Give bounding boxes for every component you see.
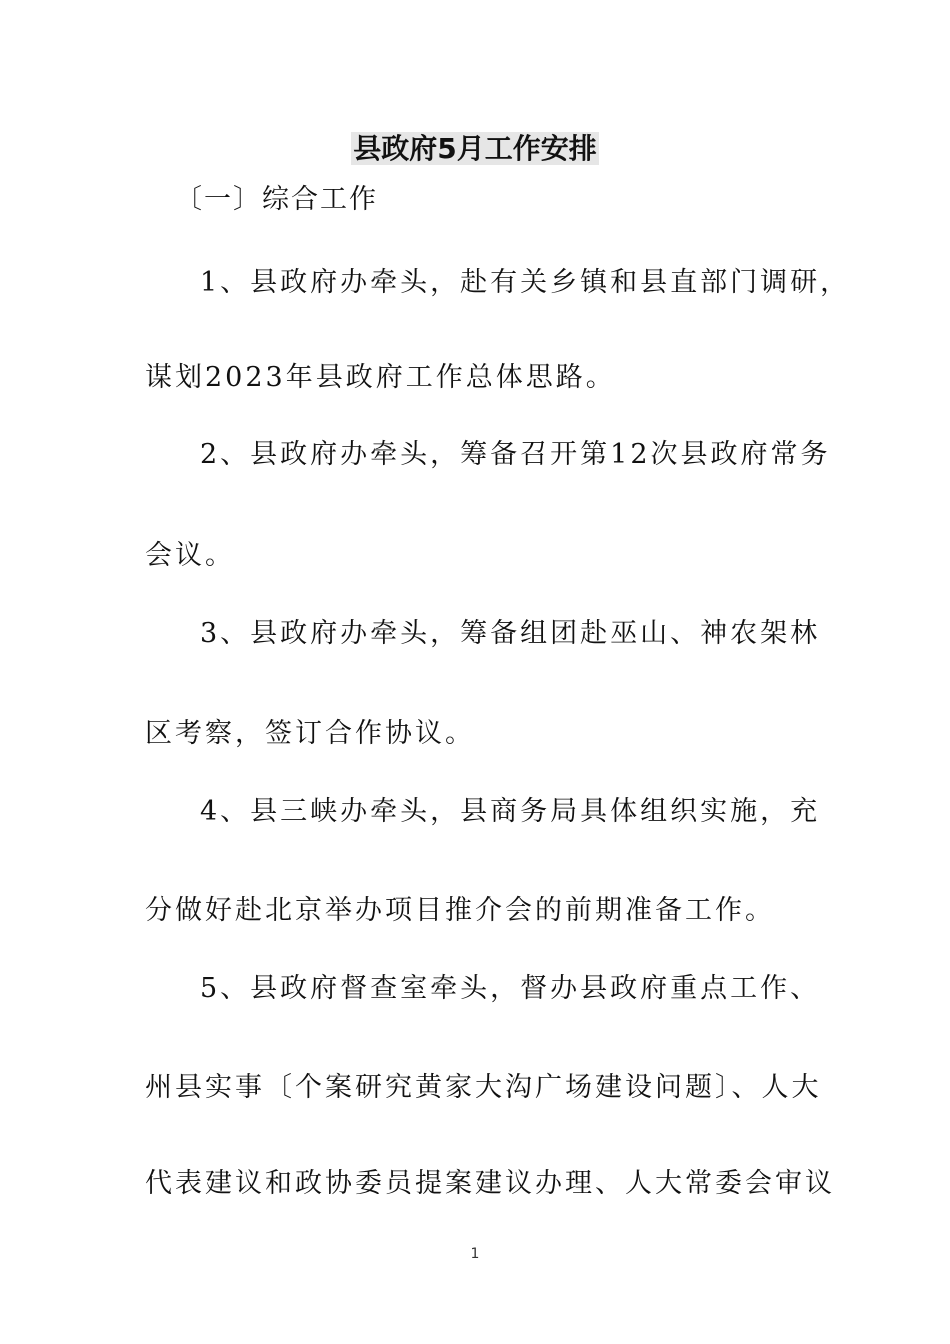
paragraph-line: 区考察，签订合作协议。 [145, 718, 475, 749]
paragraph-line: 2、县政府办牵头，筹备召开第12次县政府常务 [200, 439, 831, 470]
paragraph-line: 州县实事〔个案研究黄家大沟广场建设问题〕、人大 [145, 1072, 822, 1103]
paragraph-line: 1、县政府办牵头，赴有关乡镇和县直部门调研， [200, 267, 851, 298]
paragraph-line: 3、县政府办牵头，筹备组团赴巫山、神农架林 [200, 618, 821, 649]
section-heading: 〔一〕综合工作 [175, 184, 378, 215]
document-title [0, 128, 950, 170]
paragraph-line: 分做好赴北京举办项目推介会的前期准备工作。 [145, 895, 775, 926]
paragraph-line: 5、县政府督查室牵头，督办县政府重点工作、 [200, 973, 821, 1004]
page-number: 1 [470, 1246, 480, 1262]
paragraph-line: 代表建议和政协委员提案建议办理、人大常委会审议 [145, 1168, 835, 1199]
paragraph-line: 会议。 [145, 540, 235, 571]
paragraph-line: 谋划2023年县政府工作总体思路。 [145, 362, 616, 393]
paragraph-line: 4、县三峡办牵头，县商务局具体组织实施，充 [200, 796, 821, 827]
document-title-text: 县政府5月工作安排 [353, 132, 597, 165]
